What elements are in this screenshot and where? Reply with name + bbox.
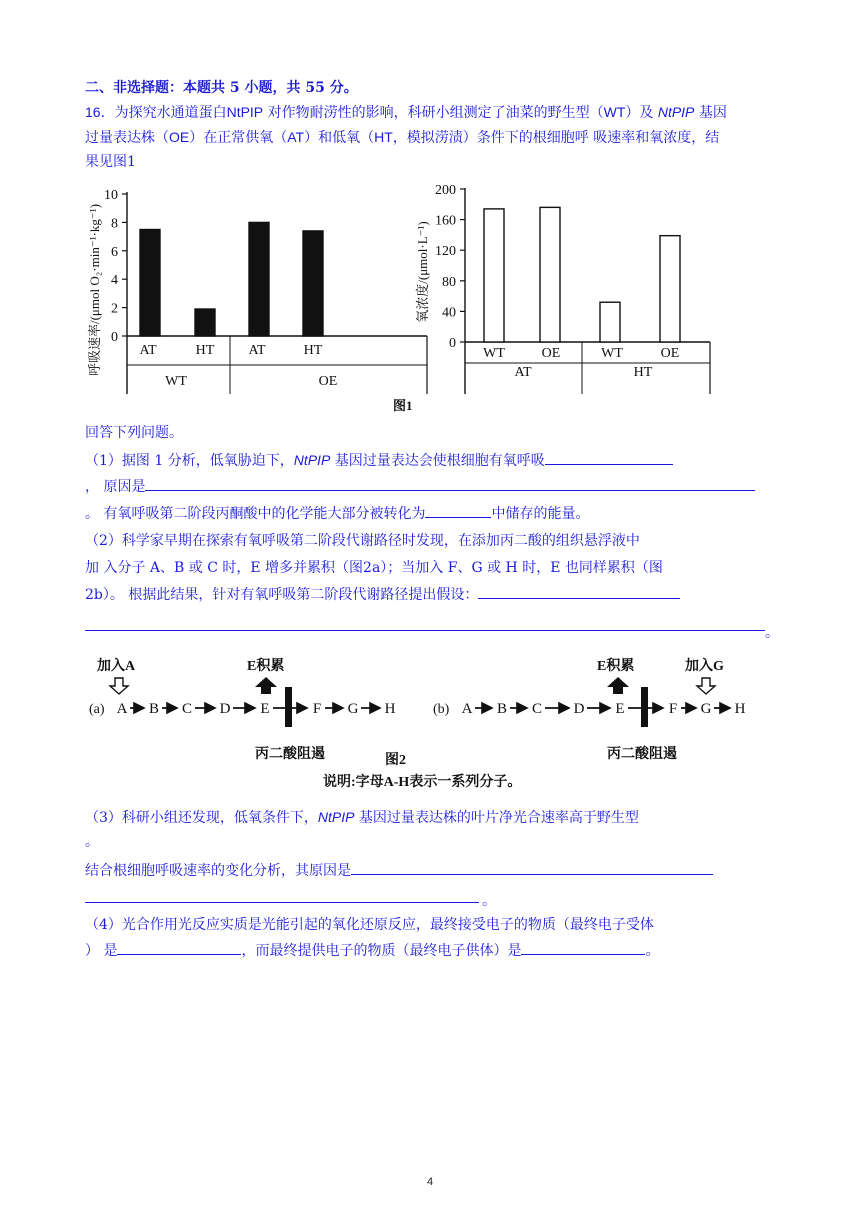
gene-name: NtPIP: [657, 104, 695, 120]
part3-line1: [85, 806, 639, 829]
answer-blank[interactable]: [521, 940, 645, 955]
part3-line3: [85, 860, 713, 882]
pathway-molecule: G: [347, 701, 359, 717]
fig2b-block-label: 丙二酸阻遏: [607, 747, 677, 762]
answer-blank[interactable]: [85, 630, 765, 631]
question-stem-line2: [85, 126, 719, 149]
x-tick-label: AT: [139, 343, 157, 358]
stem-text: OE: [169, 129, 190, 145]
respiration-rate-chart: [87, 188, 427, 394]
fig2b-add-label: 加入G: [685, 659, 724, 674]
part2-line3: [85, 584, 680, 606]
part3-text: 基因过量表达株的叶片净光合速率高于野生型: [354, 810, 639, 826]
part3-end: 。: [482, 893, 496, 909]
part2-line2: 加 入分子 A、B 或 C 时，E 增多并累积（图2a）；当加入 F、G 或 H 时，E 也同样累积（图: [85, 560, 663, 576]
gene-name: NtPIP: [293, 452, 331, 468]
x-tick-label: WT: [601, 346, 623, 361]
answer-blank[interactable]: [425, 503, 491, 518]
part3-text: 结合根细胞呼吸速率的变化分析，其原因是: [85, 863, 351, 879]
oxygen-concentration-chart: [415, 183, 710, 394]
part1-text: ， 原因是: [85, 479, 146, 495]
bar: [140, 230, 160, 337]
pathway-molecule: H: [384, 701, 396, 717]
y-tick-label: 200: [435, 183, 456, 198]
pathway-molecule: F: [668, 701, 678, 717]
pathway-molecule: G: [700, 701, 712, 717]
gene-name: NtPIP: [317, 809, 355, 825]
down-arrow-icon: [110, 678, 128, 694]
part4-line2: [85, 940, 659, 962]
chart1-ylabel: 呼吸速率/(μmol O₂·min⁻¹·kg⁻¹): [87, 203, 102, 377]
stem-text: ）及: [625, 105, 658, 121]
pathway-molecule: B: [496, 701, 508, 717]
y-tick-label: 120: [435, 244, 456, 260]
figure2-caption: 图2: [385, 753, 406, 768]
part2-text: 2b）。 根据此结果，针对有氧呼吸第二阶段代谢路径提出假设：: [85, 587, 479, 603]
part4-text: 。: [645, 943, 660, 959]
answer-blank[interactable]: [478, 584, 680, 599]
bar: [540, 207, 560, 342]
fig2a-label: (a): [89, 702, 105, 717]
y-tick-label: 0: [111, 330, 118, 345]
y-tick-label: 10: [104, 188, 118, 203]
figure1-caption: 图1: [393, 398, 413, 413]
bar: [660, 236, 680, 342]
y-tick-label: 0: [449, 336, 456, 351]
part4-text: ） 是: [85, 943, 118, 959]
y-tick-label: 80: [442, 274, 456, 290]
pathway-molecule: H: [734, 701, 746, 717]
fig2b-pathway: [462, 701, 746, 717]
stem-text: ，模拟涝渍）条件下的根细胞呼 吸速率和氧浓度，结: [392, 130, 720, 146]
part1-text: （1）据图 1 分析，低氧胁迫下，: [85, 453, 294, 469]
x-tick-label: HT: [195, 343, 215, 358]
x-tick-label: OE: [541, 346, 561, 361]
stem-text: ）在正常供氧（: [189, 130, 288, 146]
stem-text: ）和低氧（: [304, 130, 375, 146]
y-tick-label: 4: [111, 273, 118, 289]
section-title: 二、非选择题：本题共 5 小题，共 55 分。: [85, 80, 358, 96]
down-arrow-icon: [697, 678, 715, 694]
part4-line1: （4）光合作用光反应实质是光能引起的氧化还原反应，最终接受电子的物质（最终电子受体: [85, 917, 654, 933]
group-label: OE: [318, 374, 338, 389]
up-arrow-icon: [607, 677, 629, 694]
stem-text: WT: [603, 104, 626, 120]
group-label: WT: [165, 374, 187, 389]
answer-blank[interactable]: [351, 860, 713, 875]
stem-text: NtPIP: [226, 104, 264, 120]
part2-line1: （2）科学家早期在探索有氧呼吸第二阶段代谢路径时发现，在添加丙二酸的组织悬浮液中: [85, 533, 640, 549]
y-tick-label: 2: [111, 301, 118, 317]
fig2a-add-label: 加入A: [97, 659, 136, 674]
y-tick-label: 6: [111, 244, 118, 260]
part3-line2: 。: [85, 834, 99, 850]
part3-text: （3）科研小组还发现，低氧条件下，: [85, 810, 318, 826]
y-tick-label: 40: [442, 305, 456, 321]
figure-1: [85, 172, 725, 420]
fig2a-pathway: [117, 701, 396, 717]
fig2a-accum-label: E积累: [247, 659, 285, 674]
bar: [600, 302, 620, 342]
x-tick-label: WT: [483, 346, 505, 361]
stem-text: 对作物耐涝性的影响，科研小组测定了油菜的野生型（: [263, 105, 604, 121]
pathway-molecule: C: [531, 701, 543, 717]
part2-end: 。: [765, 625, 779, 641]
up-arrow-icon: [255, 677, 277, 694]
bar: [195, 309, 215, 336]
part1-text: 。 有氧呼吸第二阶段丙酮酸中的化学能大部分被转化为: [85, 506, 426, 522]
block-bar-icon: [641, 687, 648, 727]
part4-text: ，而最终提供电子的物质（最终电子供体）是: [241, 943, 522, 959]
group-label: AT: [514, 365, 532, 380]
stem-text: 基因: [694, 105, 727, 121]
pathway-molecule: F: [312, 701, 322, 717]
pathway-molecule: E: [615, 701, 625, 717]
stem-text: HT: [374, 129, 393, 145]
question-stem-line3: 果见图1: [85, 154, 136, 170]
pathway-molecule: D: [219, 701, 231, 717]
y-tick-label: 160: [435, 213, 456, 229]
pathway-molecule: A: [116, 701, 128, 717]
block-bar-icon: [285, 687, 292, 727]
bar: [249, 222, 269, 336]
pathway-molecule: D: [573, 701, 585, 717]
page-number: 4: [426, 1176, 434, 1188]
group-label: HT: [633, 365, 653, 380]
stem-text: 过量表达株（: [85, 130, 169, 146]
part1-line3: [85, 503, 589, 525]
x-tick-label: AT: [248, 343, 266, 358]
fig2a-block-label: 丙二酸阻遏: [255, 747, 325, 762]
bar: [303, 231, 323, 336]
part1-line1: [85, 449, 673, 472]
answer-blank[interactable]: [85, 902, 479, 903]
answer-blank[interactable]: [145, 476, 755, 491]
x-tick-label: OE: [660, 346, 680, 361]
x-tick-label: HT: [303, 343, 323, 358]
figure2-note: 说明:字母A-H表示一系列分子。: [323, 775, 522, 790]
question-number: 16．: [85, 104, 115, 120]
answer-blank[interactable]: [117, 940, 241, 955]
stem-text: AT: [287, 129, 305, 145]
pathway-molecule: C: [181, 701, 193, 717]
pathway-molecule: E: [260, 701, 270, 717]
y-tick-label: 8: [111, 216, 118, 232]
fig2b-label: (b): [433, 702, 450, 717]
answer-blank[interactable]: [545, 450, 673, 465]
bar: [484, 209, 504, 342]
part1-line2: [85, 476, 755, 498]
pathway-molecule: A: [461, 701, 473, 717]
fig2b-accum-label: E积累: [597, 659, 635, 674]
answer-intro: 回答下列问题。: [85, 425, 183, 441]
part1-text: 基因过量表达会使根细胞有氧呼吸: [330, 453, 545, 469]
question-stem-line1: [85, 101, 727, 124]
pathway-molecule: B: [148, 701, 160, 717]
chart2-ylabel: 氧浓度/(μmol·L⁻¹): [415, 221, 430, 323]
part1-text: 中储存的能量。: [491, 506, 590, 522]
figure-2: [85, 652, 775, 802]
stem-text: 为探究水通道蛋白: [114, 105, 227, 121]
